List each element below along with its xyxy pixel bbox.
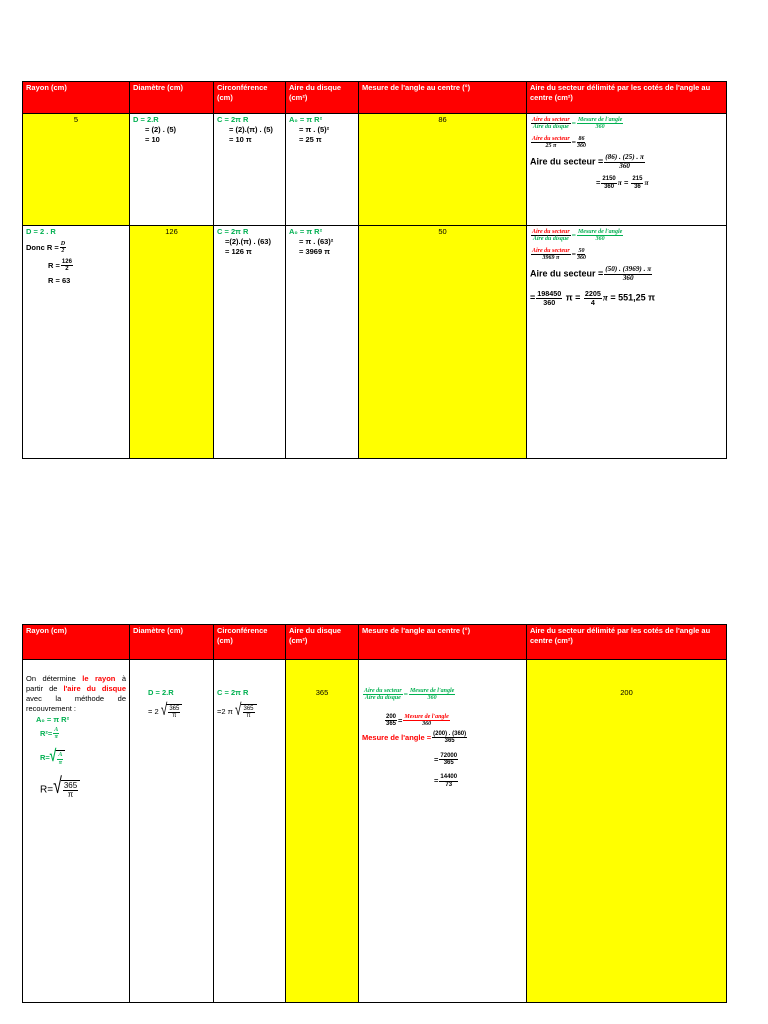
cell-circonference: C = 2π R = (2).(π) . (5) = 10 π (214, 114, 286, 226)
header-circonference: Circonférence (cm) (214, 625, 286, 660)
cell-diametre: 126 (130, 226, 214, 459)
cell-diametre: D = 2.R = 2 √ $\frac{365}{\pi}$ (130, 660, 214, 1003)
table-row (23, 660, 727, 1003)
cell-rayon: D = 2 . R Donc R = $\frac{D}{2}$ R = $\frac{126}{2}$ R = 63 (23, 226, 130, 459)
cell-circonference: C = 2π R =2 π √ $\frac{365}{\pi}$ (214, 660, 286, 1003)
cell-rayon: On détermine le rayon à partir de l'aire du disque avec la méthode de recouvrement : A₀ = π R² R²= $\frac{A}{\pi}$ R= √ $\frac{A}{\pi}$ R= √ $\frac{365}{\pi}$ (23, 660, 130, 1003)
table-2-header-row (23, 625, 727, 660)
header-diametre: Diamètre (cm) (130, 82, 214, 114)
cell-angle: 86 (359, 114, 527, 226)
cell-secteur: 200 (527, 660, 727, 1003)
header-secteur: Aire du secteur délimité par les cotés de l'angle au centre (cm²) (527, 625, 727, 660)
cell-angle: 50 (359, 226, 527, 459)
header-aire: Aire du disque (cm²) (286, 82, 359, 114)
table-row (23, 114, 727, 226)
header-aire: Aire du disque (cm²) (286, 625, 359, 660)
header-diametre: Diamètre (cm) (130, 625, 214, 660)
table-row (23, 226, 727, 459)
header-circonference: Circonférence (cm) (214, 82, 286, 114)
cell-secteur: $\frac{\text{Aire du secteur}}{\text{Aire du disque}}$ = $\frac{\text{Mesure de l'angle}}{360}$ $\frac{\text{Aire du secteur}}{3969 \pi}$ = $\frac{50}{360}$ Aire du secteur = $\frac{(50) . (3969) . \pi}{360}$ = $\frac{198450}{360}$ π = $\frac{2205}{4}$ π = 551,25 π (527, 226, 727, 459)
table-2 (22, 624, 727, 1003)
cell-rayon: 5 (23, 114, 130, 226)
header-secteur: Aire du secteur délimité par les cotés de l'angle au centre (cm²) (527, 82, 727, 114)
cell-diametre: D = 2.R = (2) . (5) = 10 (130, 114, 214, 226)
cell-aire: 365 (286, 660, 359, 1003)
cell-aire: A₀ = π R² = π . (5)² = 25 π (286, 114, 359, 226)
header-rayon: Rayon (cm) (23, 625, 130, 660)
header-angle: Mesure de l'angle au centre (°) (359, 625, 527, 660)
table-1 (22, 81, 727, 459)
cell-secteur: $\frac{\text{Aire du secteur}}{\text{Aire du disque}}$ = $\frac{\text{Mesure de l'angle}}{360}$ $\frac{\text{Aire du secteur}}{25 \pi}$ = $\frac{86}{360}$ Aire du secteur = $\frac{(86) . (25) . \pi}{360}$ = $\frac{2150}{360}$ π = $\frac{215}{36}$ π (527, 114, 727, 226)
cell-aire: A₀ = π R² = π . (63)² = 3969 π (286, 226, 359, 459)
method-paragraph: On détermine le rayon à partir de l'aire du disque avec la méthode de recouvrement : (26, 674, 126, 714)
header-angle: Mesure de l'angle au centre (°) (359, 82, 527, 114)
table-1-header-row (23, 82, 727, 114)
header-rayon: Rayon (cm) (23, 82, 130, 114)
cell-circonference: C = 2π R =(2).(π) . (63) = 126 π (214, 226, 286, 459)
cell-angle: $\frac{\text{Aire du secteur}}{\text{Aire du disque}}$ = $\frac{\text{Mesure de l'angle}}{360}$ $\frac{200}{365}$ = $\frac{\text{Mesure de l'angle}}{360}$ Mesure de l'angle = $\frac{(200) . (360)}{365}$ = $\frac{72000}{365}$ = $\frac{14400}{73}$ (359, 660, 527, 1003)
